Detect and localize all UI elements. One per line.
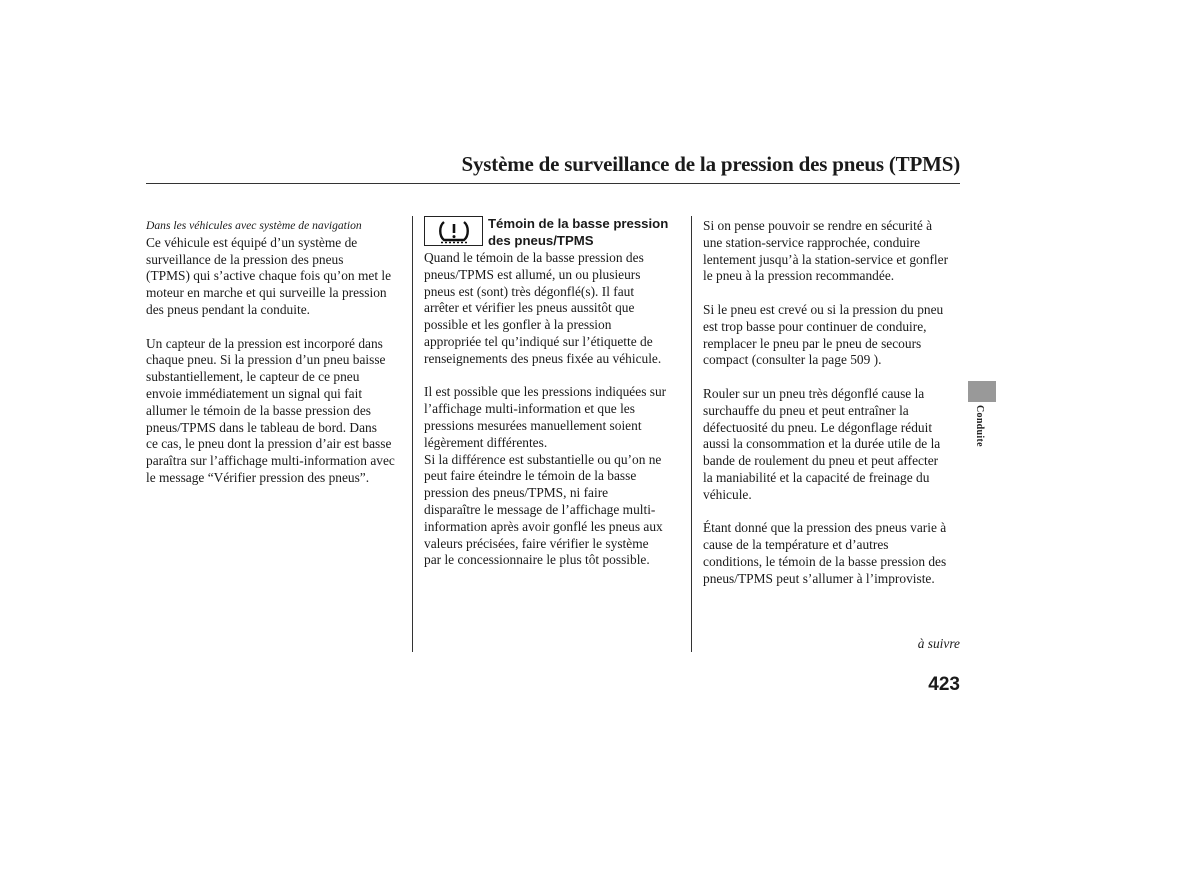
paragraph-line: le pneu à la pression recommandée. bbox=[703, 268, 895, 284]
warning-paragraph bbox=[424, 250, 686, 368]
paragraph-line: Si la différence est substantielle ou qu’on ne bbox=[424, 451, 662, 467]
paragraph-line: (TPMS) qui s’active chaque fois qu’on met le bbox=[146, 268, 392, 284]
navigation-note: Dans les véhicules avec système de navigation bbox=[146, 219, 362, 232]
section-label: Conduite bbox=[974, 405, 985, 447]
paragraph-line: la maniabilité et la capacité de freinage du bbox=[703, 469, 930, 485]
flat-tire-paragraph bbox=[703, 302, 965, 369]
paragraph-line: des pneus pendant la conduite. bbox=[146, 301, 310, 317]
paragraph-line: pneus/TPMS peut s’allumer à l’improviste. bbox=[703, 570, 935, 586]
paragraph-line: véhicule. bbox=[703, 486, 752, 502]
page-number: 423 bbox=[928, 674, 960, 695]
paragraph-line: Il est possible que les pressions indiquées sur bbox=[424, 384, 667, 400]
paragraph-line: Étant donné que la pression des pneus varie à bbox=[703, 520, 947, 536]
paragraph-line: ce cas, le pneu dont la pression d’air est basse bbox=[146, 436, 392, 452]
column-2 bbox=[424, 216, 686, 569]
paragraph-line: allumer le témoin de la basse pression des bbox=[146, 402, 371, 418]
paragraph-line: par le concessionnaire le plus tôt possible. bbox=[424, 552, 650, 568]
section-tab bbox=[968, 381, 996, 402]
paragraph-line: surchauffe du pneu et peut entraîner la bbox=[703, 402, 909, 418]
paragraph-line: aussi la consommation et la durée utile de la bbox=[703, 436, 941, 452]
paragraph-line: défectuosité du pneu. Le dégonflage réduit bbox=[703, 419, 933, 435]
paragraph-line: légèrement différentes. bbox=[424, 434, 548, 450]
underinflation-paragraph bbox=[703, 386, 965, 504]
paragraph-line: une station-service rapprochée, conduire bbox=[703, 234, 921, 250]
paragraph-line: valeurs précisées, faire vérifier le système bbox=[424, 535, 649, 551]
paragraph-line: pneus est (sont) très dégonflé(s). Il faut bbox=[424, 283, 635, 299]
sensor-paragraph bbox=[146, 336, 408, 487]
paragraph-line: Rouler sur un pneu très dégonflé cause la bbox=[703, 385, 925, 401]
paragraph-line: le message “Vérifier pression des pneus”. bbox=[146, 469, 370, 485]
warning-title-line: des pneus/TPMS bbox=[488, 232, 594, 248]
column-divider-1 bbox=[412, 216, 413, 652]
paragraph-line: Ce véhicule est équipé d’un système de bbox=[146, 234, 358, 250]
safe-drive-paragraph bbox=[703, 218, 965, 285]
paragraph-line: possible et les gonfler à la pression bbox=[424, 317, 612, 333]
paragraph-line: substantiellement, le capteur de ce pneu bbox=[146, 369, 360, 385]
temperature-paragraph bbox=[703, 520, 965, 587]
paragraph-line: remplacer le pneu par le pneu de secours bbox=[703, 335, 922, 351]
paragraph-line: Quand le témoin de la basse pression des bbox=[424, 250, 644, 265]
continued-note: à suivre bbox=[917, 636, 960, 651]
paragraph-line: Si le pneu est crevé ou si la pression du pneu bbox=[703, 301, 944, 317]
warning-title bbox=[488, 216, 668, 250]
paragraph-line: l’affichage multi-information et que les bbox=[424, 401, 635, 417]
paragraph-line: chaque pneu. Si la pression d’un pneu baisse bbox=[146, 352, 386, 368]
paragraph-line: pression des pneus/TPMS, ni faire bbox=[424, 485, 609, 501]
paragraph-line: est trop basse pour continuer de conduire, bbox=[703, 318, 927, 334]
page-title: Système de surveillance de la pression des pneus (TPMS) bbox=[461, 152, 960, 176]
paragraph-line: Si on pense pouvoir se rendre en sécurité à bbox=[703, 218, 933, 233]
paragraph-line: pneus/TPMS dans le tableau de bord. Dans bbox=[146, 419, 377, 435]
paragraph-line: Un capteur de la pression est incorporé dans bbox=[146, 335, 383, 351]
paragraph-line: moteur en marche et qui surveille la pression bbox=[146, 285, 387, 301]
paragraph-line: lentement jusqu’à la station-service et gonfler bbox=[703, 251, 949, 267]
warning-title-line: Témoin de la basse pression bbox=[488, 216, 669, 231]
intro-paragraph bbox=[146, 235, 408, 319]
warning-heading bbox=[424, 216, 686, 250]
paragraph-line: paraîtra sur l’affichage multi-information avec bbox=[146, 453, 395, 469]
paragraph-line: peut faire éteindre le témoin de la basse bbox=[424, 468, 637, 484]
paragraph-line: renseignements des pneus fixée au véhicule. bbox=[424, 350, 662, 366]
paragraph-line: surveillance de la pression des pneus bbox=[146, 251, 344, 267]
paragraph-line: appropriée tel qu’indiqué sur l’étiquette de bbox=[424, 333, 653, 349]
paragraph-line: compact (consulter la page 509 ). bbox=[703, 352, 882, 368]
column-3 bbox=[703, 218, 965, 588]
column-divider-2 bbox=[691, 216, 692, 652]
paragraph-line: envoie immédiatement un signal qui fait bbox=[146, 385, 363, 401]
title-rule bbox=[146, 183, 960, 184]
difference-paragraph bbox=[424, 384, 686, 569]
tpms-warning-icon bbox=[424, 216, 483, 246]
paragraph-line: arrêter et vérifier les pneus aussitôt que bbox=[424, 300, 635, 316]
paragraph-line: bande de roulement du pneu et peut affecter bbox=[703, 453, 939, 469]
paragraph-line: conditions, le témoin de la basse pression des bbox=[703, 553, 947, 569]
paragraph-line: pneus/TPMS est allumé, un ou plusieurs bbox=[424, 266, 641, 282]
paragraph-line: disparaître le message de l’affichage multi- bbox=[424, 501, 656, 517]
column-1 bbox=[146, 218, 408, 487]
paragraph-line: cause de la température et d’autres bbox=[703, 537, 889, 553]
paragraph-line: pressions mesurées manuellement soient bbox=[424, 417, 642, 433]
paragraph-line: information après avoir gonflé les pneus aux bbox=[424, 518, 663, 534]
